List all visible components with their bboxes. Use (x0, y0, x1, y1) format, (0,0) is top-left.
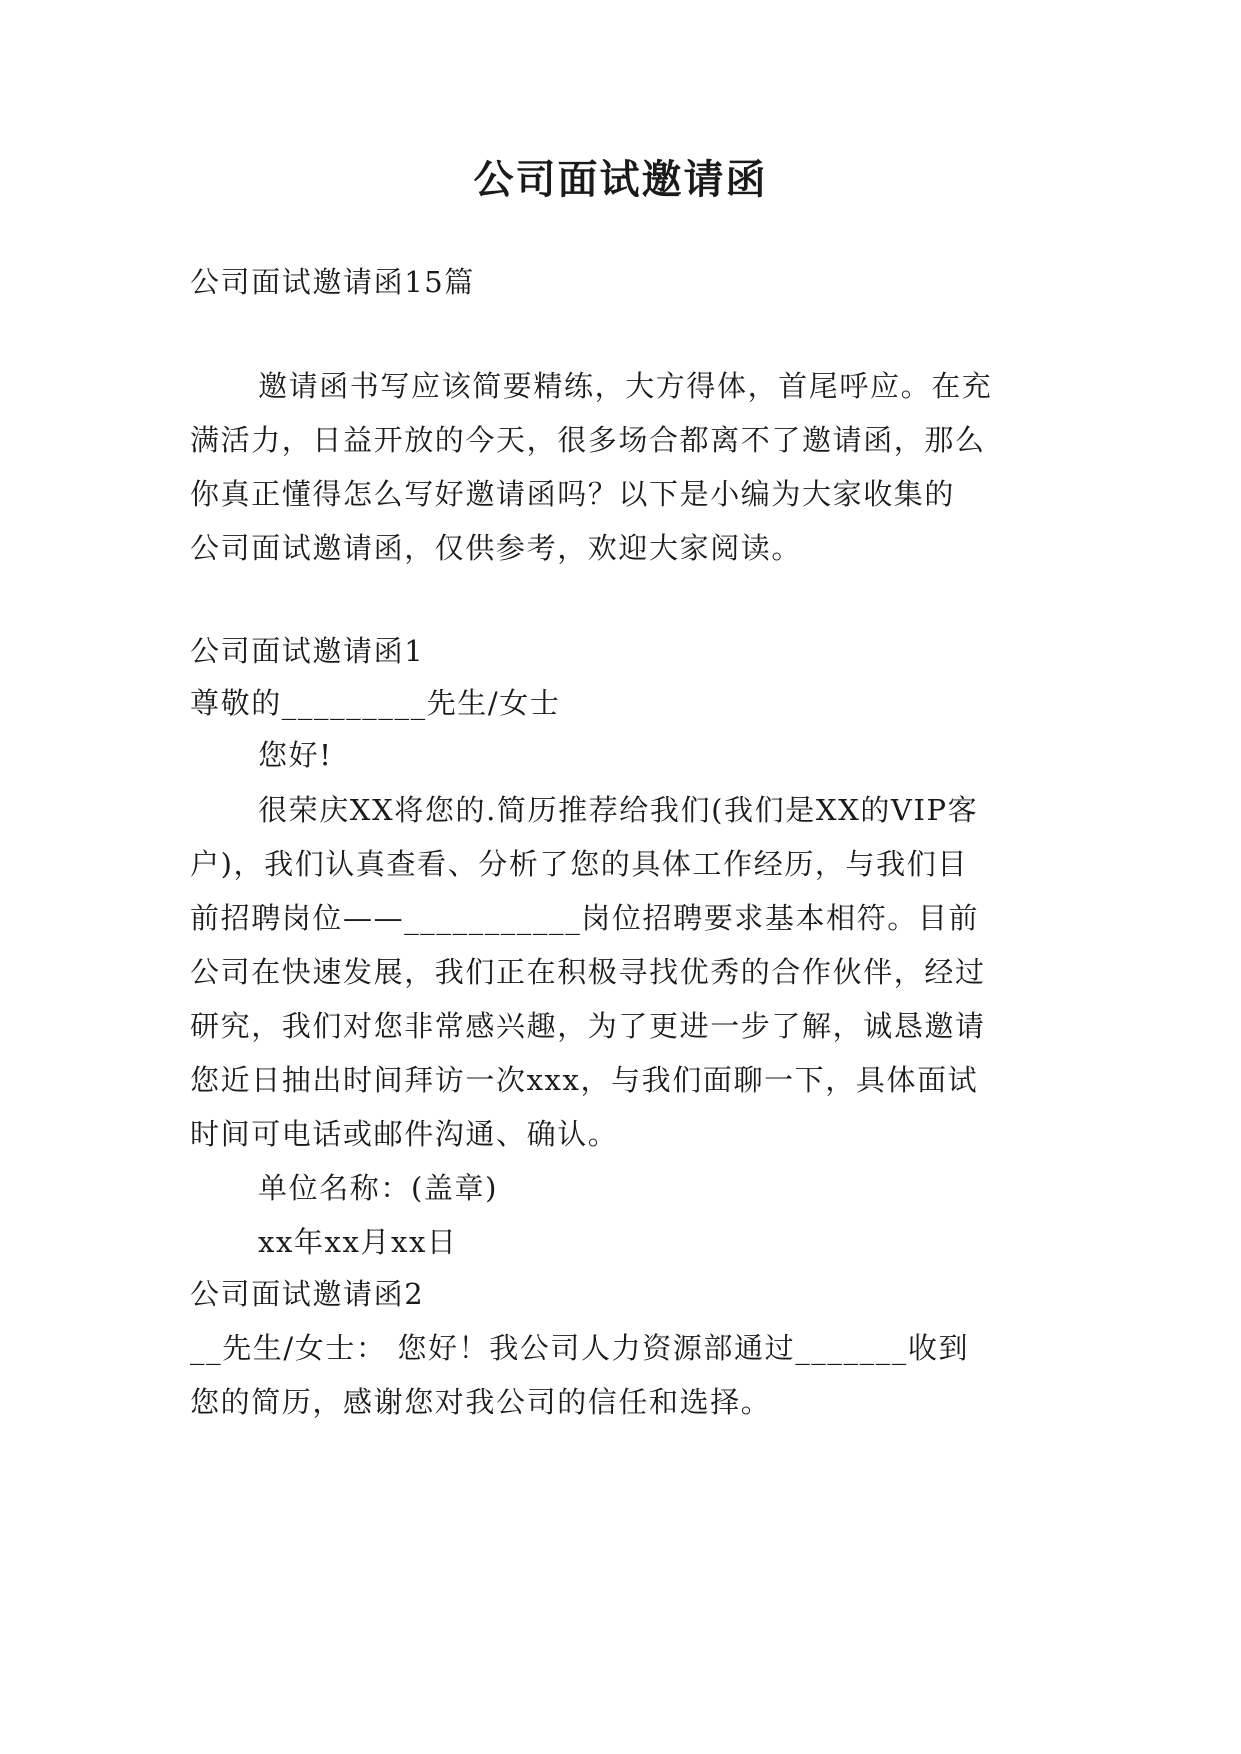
letter1-salutation: 尊敬的_________先生/女士 (190, 686, 561, 720)
letter2-heading: 公司面试邀请函2 (190, 1277, 425, 1311)
letter1-body-line: 很荣庆XX将您的.简历推荐给我们(我们是XX的VIP客 (258, 793, 979, 827)
letter1-greeting: 您好! (258, 738, 333, 772)
intro-line: 邀请函书写应该简要精练，大方得体，首尾呼应。在充 (258, 369, 993, 403)
letter1-body-line: 您近日抽出时间拜访一次xxx，与我们面聊一下，具体面试 (190, 1063, 979, 1097)
intro-line: 你真正懂得怎么写好邀请函吗？以下是小编为大家收集的 (190, 477, 956, 511)
document-title: 公司面试邀请函 (473, 156, 768, 203)
letter1-body-line: 研究，我们对您非常感兴趣，为了更进一步了解，诚恳邀请 (190, 1009, 986, 1043)
letter1-date: xx年xx月xx日 (258, 1225, 458, 1259)
letter1-body-line: 户)，我们认真查看、分析了您的具体工作经历，与我们目 (190, 847, 968, 881)
intro-line: 满活力，日益开放的今天，很多场合都离不了邀请函，那么 (190, 423, 986, 457)
letter1-body-line: 公司在快速发展，我们正在积极寻找优秀的合作伙伴，经过 (190, 955, 986, 989)
document-subtitle: 公司面试邀请函15篇 (190, 265, 475, 299)
letter1-heading: 公司面试邀请函1 (190, 634, 425, 668)
letter1-signature: 单位名称：(盖章) (258, 1171, 499, 1205)
intro-line: 公司面试邀请函，仅供参考，欢迎大家阅读。 (190, 531, 803, 565)
letter2-body-line: 您的简历，感谢您对我公司的信任和选择。 (190, 1385, 772, 1419)
letter1-body-line: 前招聘岗位——___________岗位招聘要求基本相符。目前 (190, 901, 980, 935)
letter1-body-line: 时间可电话或邮件沟通、确认。 (190, 1117, 619, 1151)
letter2-body-line: __先生/女士： 您好！我公司人力资源部通过_______收到 (190, 1331, 970, 1365)
